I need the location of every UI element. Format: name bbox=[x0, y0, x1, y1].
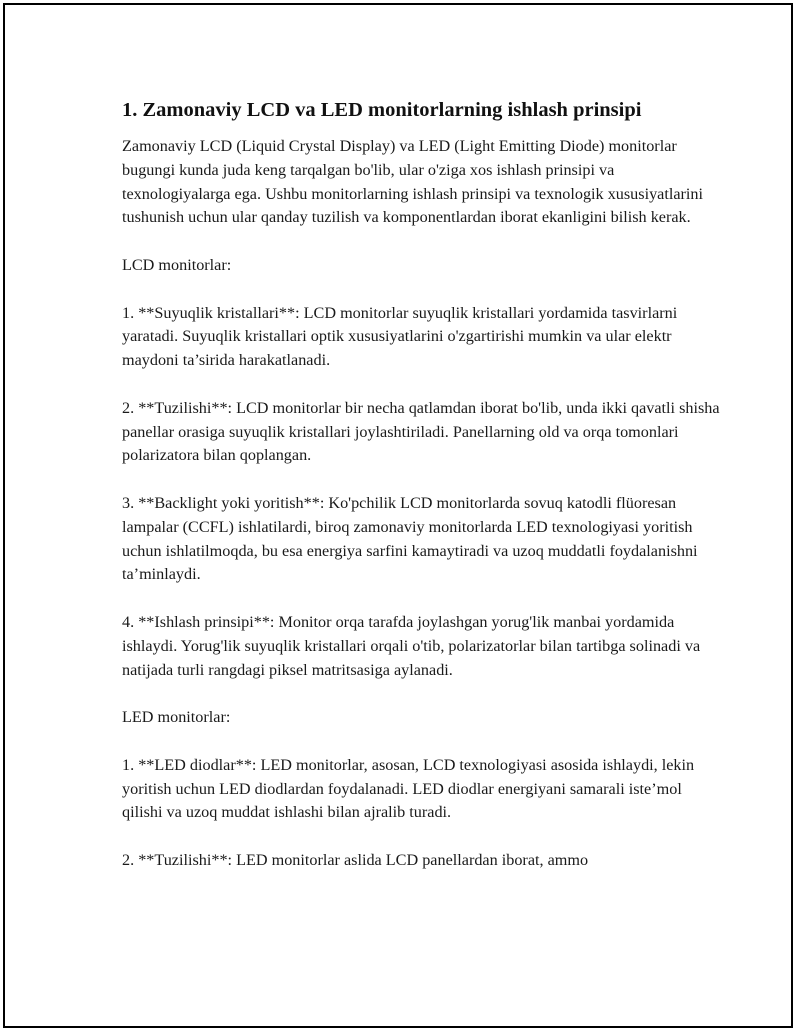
lcd-item-structure: 2. **Tuzilishi**: LCD monitorlar bir necha qatlamdan iborat bo'lib, unda ikki qavatli shisha panellar orasiga suyuqlik kristallari joylashtiriladi. Panellarning old va orqa tomonlari polarizatora bilan qoplangan. bbox=[122, 398, 720, 465]
lcd-subheading: LCD monitorlar: bbox=[122, 255, 232, 274]
led-item-diodes: 1. **LED diodlar**: LED monitorlar, asosan, LCD texnologiyasi asosida ishlaydi, lekin yoritish uchun LED diodlardan foydalanadi. LED diodlar energiyani samarali iste’mol qilishi va uzoq muddat ishlashi bilan ajralib turadi. bbox=[122, 755, 695, 822]
document-body bbox=[122, 95, 722, 873]
page-frame bbox=[3, 3, 793, 1028]
led-subheading: LED monitorlar: bbox=[122, 708, 231, 727]
lcd-item-backlight: 3. **Backlight yoki yoritish**: Ko'pchilik LCD monitorlarda sovuq katodli flüoresan lampalar (CCFL) ishlatilardi, biroq zamonaviy monitorlarda LED texnologiyasi yoritish uchun ishlatilmoqda, bu esa energiya sarfini kamaytiradi va uzoq muddatli foydalanishni ta’minlaydi. bbox=[122, 493, 698, 584]
led-item-structure: 2. **Tuzilishi**: LED monitorlar aslida LCD panellardan iborat, ammo bbox=[122, 850, 589, 869]
lcd-item-liquid-crystals: 1. **Suyuqlik kristallari**: LCD monitorlar suyuqlik kristallari yordamida tasvirlarni yaratadi. Suyuqlik kristallari optik xususiyatlarini o'zgartirishi mumkin va ular elektr maydoni ta’sirida harakatlanadi. bbox=[122, 303, 678, 370]
lcd-item-working-principle: 4. **Ishlash prinsipi**: Monitor orqa tarafda joylashgan yorug'lik manbai yordamida ishlaydi. Yorug'lik suyuqlik kristallari orqali o'tib, polarizatorlar bilan tartibga solinadi va natijada turli rangdagi piksel matritsasiga aylanadi. bbox=[122, 612, 701, 679]
intro-paragraph: Zamonaviy LCD (Liquid Crystal Display) va LED (Light Emitting Diode) monitorlar bugungi kunda juda keng tarqalgan bo'lib, ular o'ziga xos ishlash prinsipi va texnologiyalarga ega. Ushbu monitorlarning ishlash prinsipi va texnologik xususiyatlarini tushunish uchun ular qanday tuzilish va komponentlardan iborat ekanligini bilish kerak. bbox=[122, 137, 704, 227]
section-heading: 1. Zamonaviy LCD va LED monitorlarning ishlash prinsipi bbox=[122, 99, 642, 121]
